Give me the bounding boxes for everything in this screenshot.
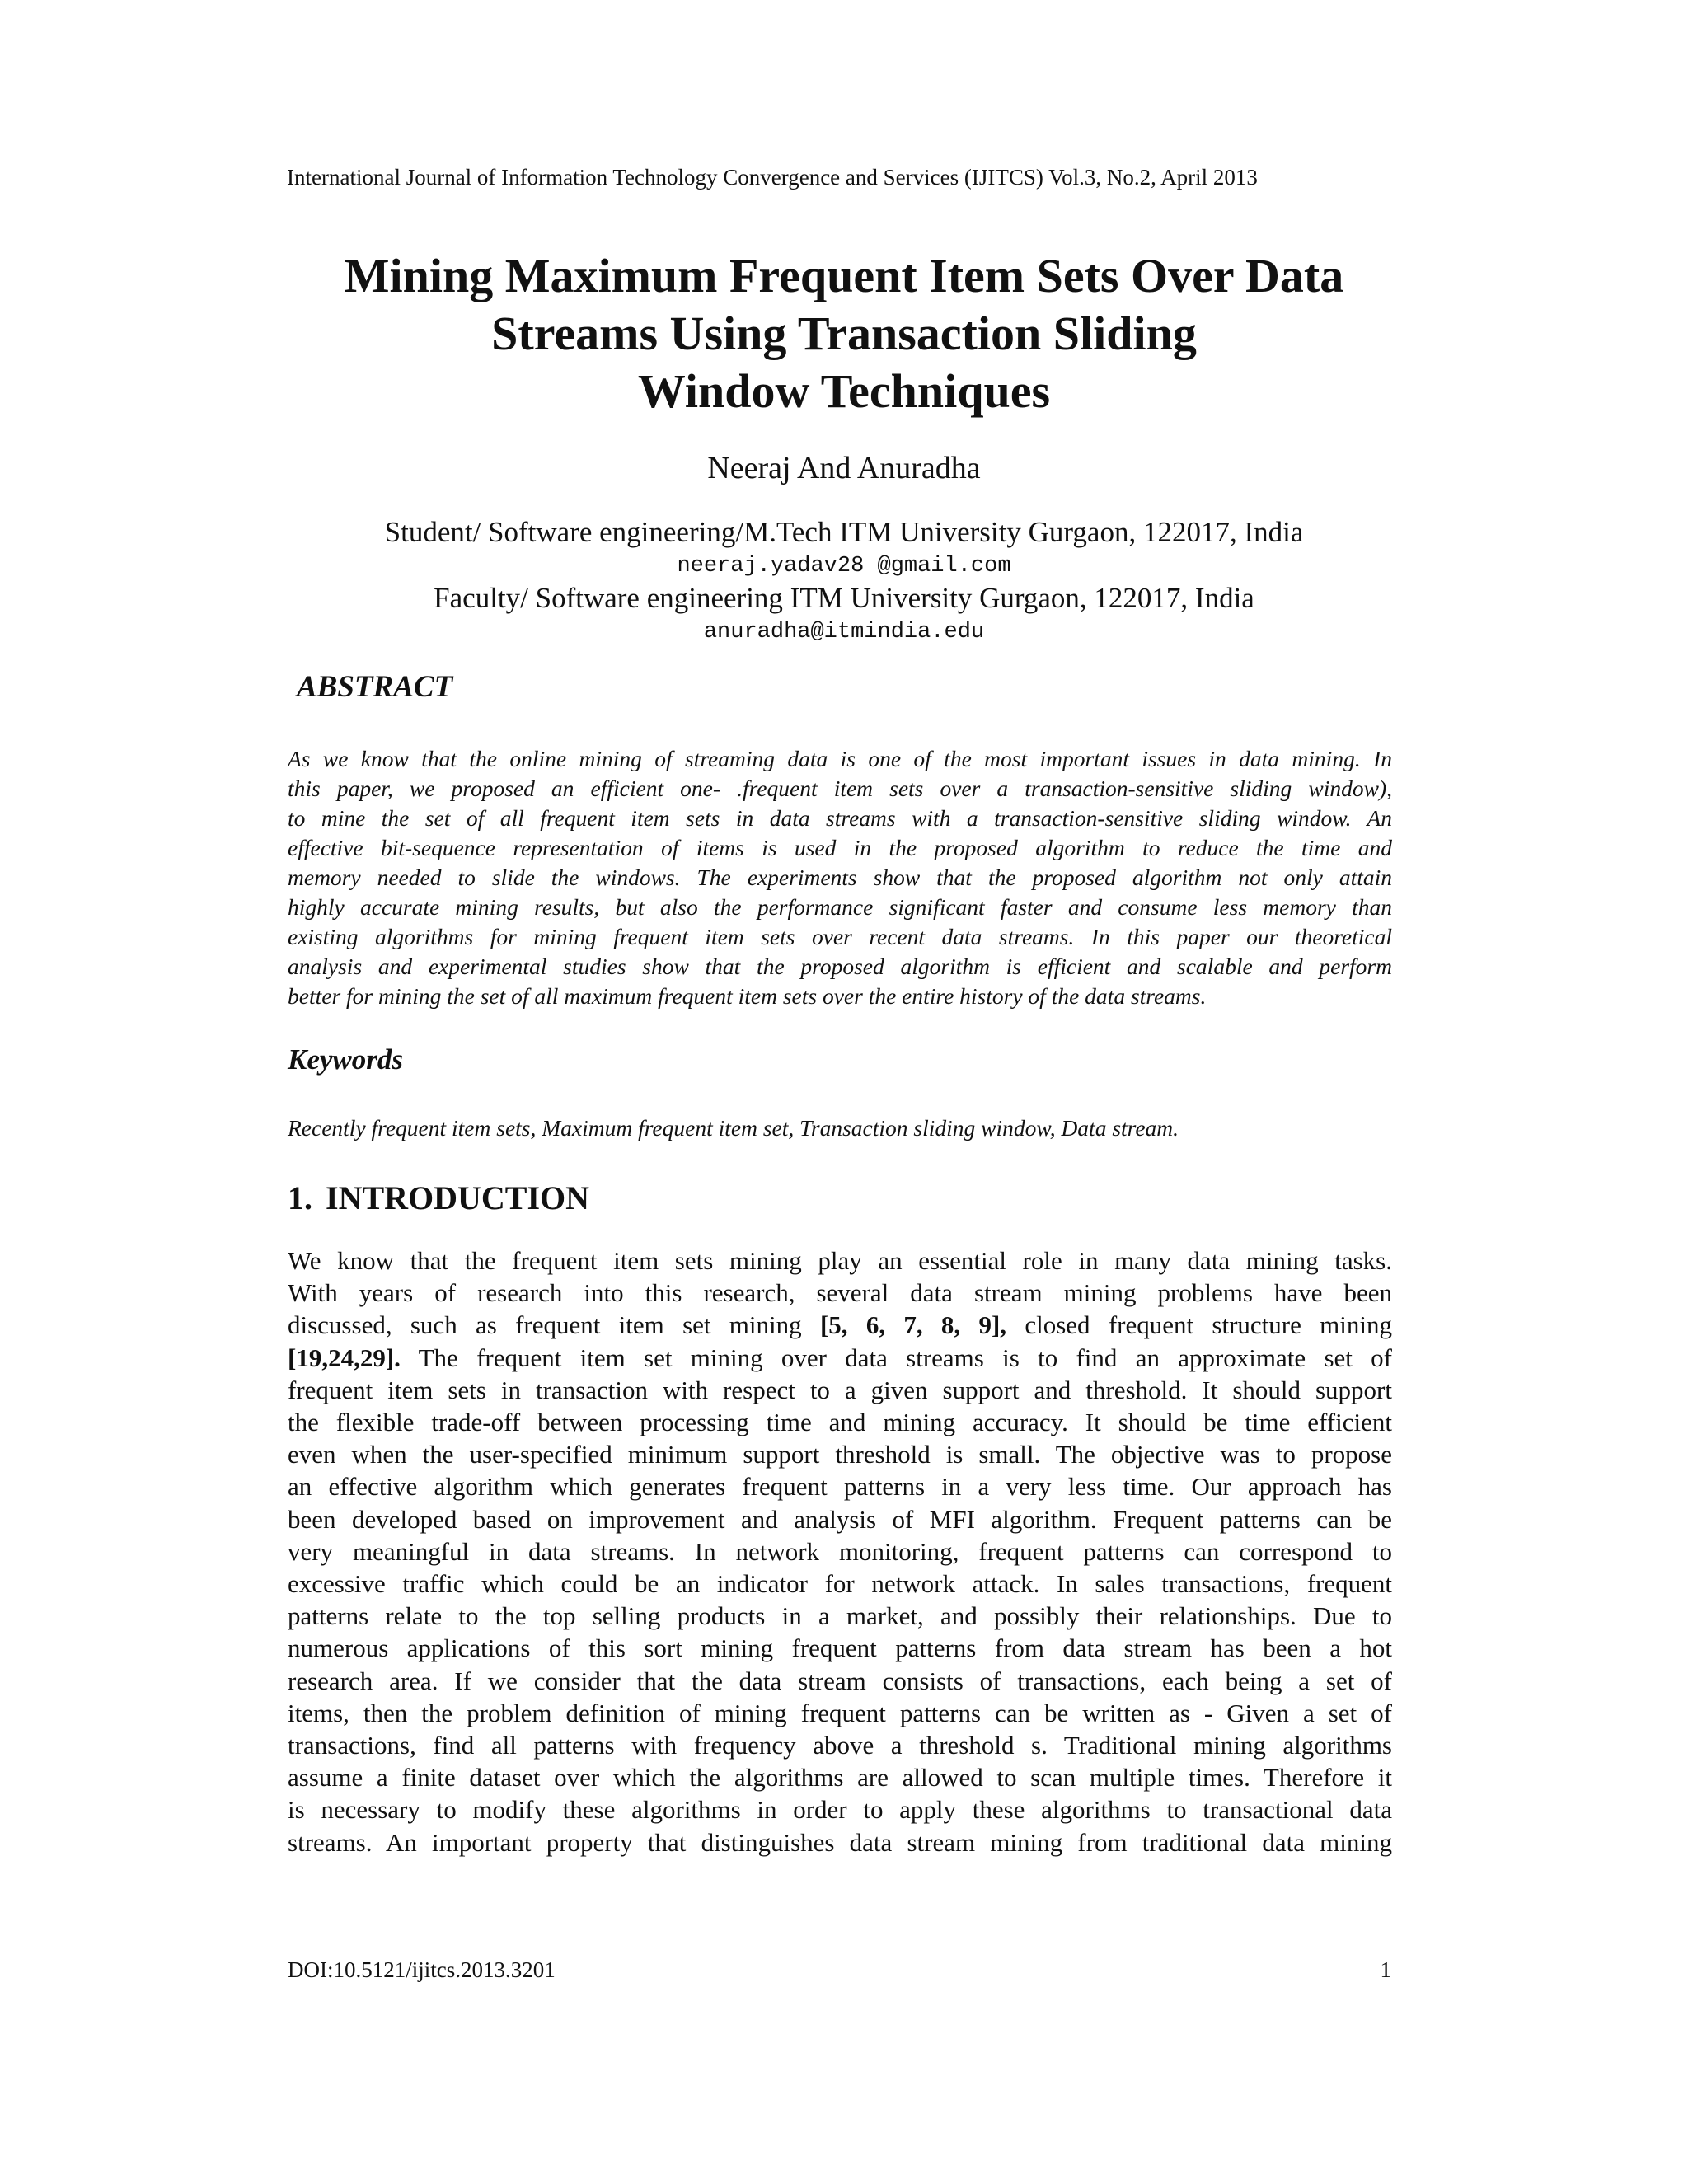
intro-line: been developed based on improvement and analysis of MFI algorithm. Frequent patterns can be xyxy=(288,1504,1392,1534)
intro-line: frequent item sets in transaction with respect to a given support and threshold. It should support xyxy=(288,1375,1392,1404)
intro-line: numerous applications of this sort mining frequent patterns from data stream has been a hot xyxy=(288,1633,1392,1663)
keywords-text: Recently frequent item sets, Maximum frequent item set, Transaction sliding window, Data stream. xyxy=(288,1115,1179,1141)
abstract-line: to mine the set of all frequent item sets in data streams with a transaction-sensitive sliding window. An xyxy=(288,805,1392,831)
intro-line xyxy=(288,1342,1392,1374)
running-header: International Journal of Information Technology Convergence and Services (IJITCS) Vol.3, No.2, April 2013 xyxy=(287,165,1258,190)
section-heading-introduction xyxy=(288,1179,589,1218)
intro-line: assume a finite dataset over which the algorithms are allowed to scan multiple times. Therefore it xyxy=(288,1763,1392,1793)
paper-title-line: Streams Using Transaction Sliding xyxy=(491,307,1197,360)
email-faculty: anuradha@itmindia.edu xyxy=(703,620,985,644)
intro-line: items, then the problem definition of mining frequent patterns can be written as - Given a set of xyxy=(288,1698,1392,1727)
intro-text-fragment: discussed, such as frequent item set mining xyxy=(288,1310,820,1340)
affiliation-faculty: Faculty/ Software engineering ITM University Gurgaon, 122017, India xyxy=(434,582,1254,614)
intro-line: is necessary to modify these algorithms in order to apply these algorithms to transactional data xyxy=(288,1795,1392,1825)
abstract-line: analysis and experimental studies show that the proposed algorithm is efficient and scalable and perform xyxy=(288,954,1392,979)
paper-title-line: Window Techniques xyxy=(637,364,1051,418)
section-title: INTRODUCTION xyxy=(326,1179,590,1216)
abstract-line: existing algorithms for mining frequent item sets over recent data streams. In this paper our theoretical xyxy=(288,924,1392,949)
section-number: 1. xyxy=(288,1179,312,1216)
intro-line: With years of research into this research, several data stream mining problems have been xyxy=(288,1278,1392,1308)
intro-text-fragment: closed frequent structure mining xyxy=(1006,1310,1392,1340)
intro-line: streams. An important property that distinguishes data stream mining from traditional data mining xyxy=(288,1827,1392,1857)
introduction-text xyxy=(288,1244,1392,1858)
citation-ref: [19,24,29]. xyxy=(288,1343,401,1372)
paper-title-line: Mining Maximum Frequent Item Sets Over Data xyxy=(344,249,1344,302)
citation-ref: [5, 6, 7, 8, 9], xyxy=(819,1310,1007,1340)
affiliation-student: Student/ Software engineering/M.Tech ITM University Gurgaon, 122017, India xyxy=(384,516,1304,548)
abstract-line: As we know that the online mining of streaming data is one of the most important issues in data mining. In xyxy=(288,746,1392,771)
intro-line: research area. If we consider that the data stream consists of transactions, each being a set of xyxy=(288,1666,1392,1695)
intro-line: even when the user-specified minimum support threshold is small. The objective was to propose xyxy=(288,1440,1392,1469)
intro-line: transactions, find all patterns with frequency above a threshold s. Traditional mining algorithms xyxy=(288,1731,1392,1760)
abstract-line: effective bit-sequence representation of items is used in the proposed algorithm to reduce the time and xyxy=(288,835,1392,860)
authors: Neeraj And Anuradha xyxy=(707,451,981,485)
intro-line: excessive traffic which could be an indicator for network attack. In sales transactions, frequent xyxy=(288,1569,1392,1599)
intro-line: the flexible trade-off between processing time and mining accuracy. It should be time efficient xyxy=(288,1408,1392,1437)
keywords-heading: Keywords xyxy=(288,1043,403,1076)
footer-doi: DOI:10.5121/ijitcs.2013.3201 xyxy=(288,1957,556,1982)
page-number: 1 xyxy=(1380,1957,1391,1982)
intro-line: We know that the frequent item sets mining play an essential role in many data mining tasks. xyxy=(288,1246,1392,1275)
intro-line: very meaningful in data streams. In network monitoring, frequent patterns can correspond to xyxy=(288,1536,1392,1566)
intro-text-fragment: The frequent item set mining over data streams is to find an approximate set of xyxy=(400,1343,1392,1372)
intro-line: patterns relate to the top selling products in a market, and possibly their relationships. Due to xyxy=(288,1601,1392,1631)
abstract-text xyxy=(288,744,1392,1011)
intro-line xyxy=(288,1309,1392,1341)
paper-title xyxy=(165,247,1523,420)
abstract-line: highly accurate mining results, but also the performance significant faster and consume less memory than xyxy=(288,894,1392,920)
email-student: neeraj.yadav28 @gmail.com xyxy=(677,554,1011,579)
abstract-line: memory needed to slide the windows. The experiments show that the proposed algorithm not only attain xyxy=(288,865,1392,890)
intro-line: an effective algorithm which generates frequent patterns in a very less time. Our approach has xyxy=(288,1472,1392,1502)
abstract-heading: ABSTRACT xyxy=(297,670,453,704)
abstract-line: this paper, we proposed an efficient one- .frequent item sets over a transaction-sensitive sliding window), xyxy=(288,776,1392,801)
abstract-line: better for mining the set of all maximum frequent item sets over the entire history of the data streams. xyxy=(288,983,1207,1009)
